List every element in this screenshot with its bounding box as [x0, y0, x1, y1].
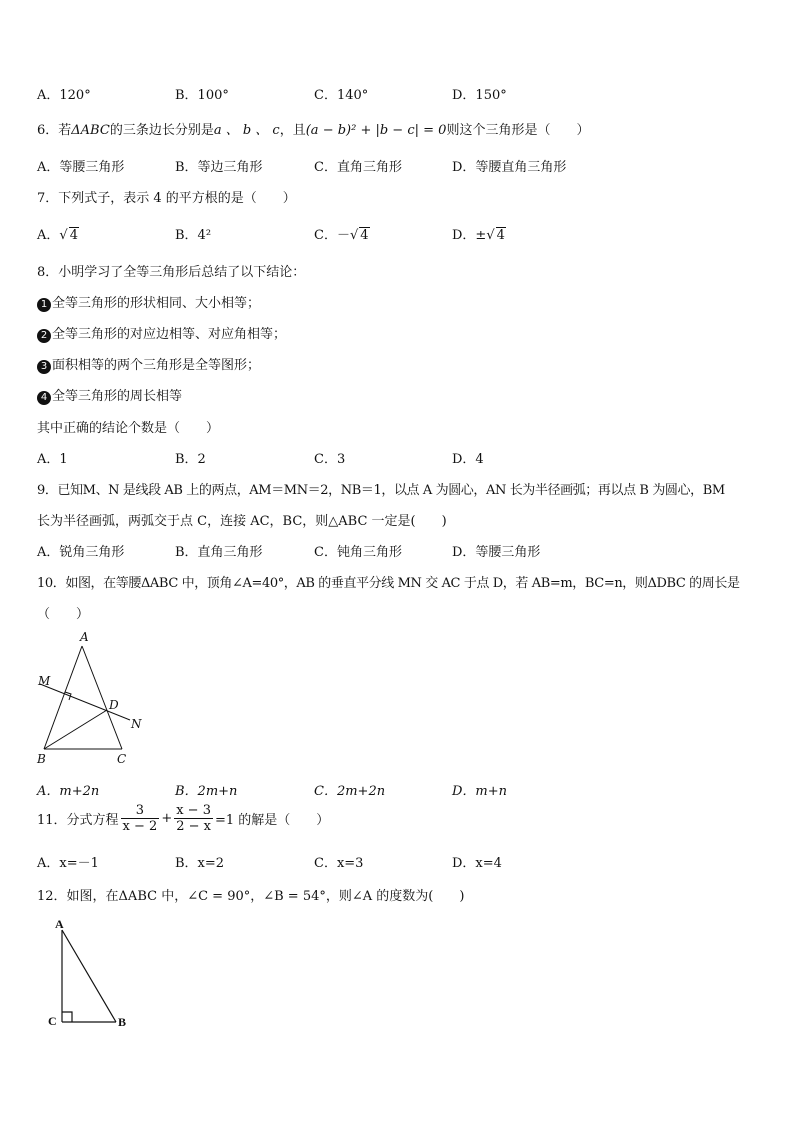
q11-options: [37, 852, 757, 870]
q10-label-n: N: [131, 717, 142, 731]
q8-item-2-number: 2: [37, 329, 51, 343]
q11-plus: +: [161, 811, 173, 826]
q11-fraction-2-denominator: 2 − x: [176, 819, 211, 834]
q8-item-4-number: 4: [37, 391, 51, 405]
q10-option-c: C．2m+2n: [314, 784, 386, 799]
q9-option-c: C．钝角三角形: [314, 545, 402, 560]
q8-option-a: A．1: [37, 452, 68, 467]
q9-option-a: A．锐角三角形: [37, 545, 125, 560]
q7-option-c-radicand: 4: [360, 228, 369, 243]
q8-item-1-text: 全等三角形的形状相同、大小相等；: [52, 296, 261, 311]
q8-item-1: [37, 292, 260, 312]
q6-stem: [37, 119, 589, 138]
q10-segment-bd: [44, 710, 107, 749]
q8-stem: 8．小明学习了全等三角形后总结了以下结论：: [37, 265, 306, 280]
q11-option-d: D．x=4: [452, 856, 502, 871]
q8-option-c: C．3: [314, 452, 346, 467]
q10-label-c: C: [117, 752, 127, 766]
q8-item-2-text: 全等三角形的对应边相等、对应角相等；: [52, 327, 287, 342]
q5-option-c: C．140°: [314, 88, 369, 103]
q6-vars: a 、 b 、 c: [213, 123, 280, 138]
q8-item-1-number: 1: [37, 298, 51, 312]
q12-right-angle-mark: [62, 1012, 72, 1022]
q9-option-b: B．直角三角形: [175, 545, 263, 560]
q12-label-a: A: [55, 917, 64, 931]
q8-item-2: [37, 323, 286, 343]
q11-prefix: 11．分式方程: [37, 813, 119, 828]
q5-options: [37, 84, 757, 102]
q10-label-b: B: [37, 752, 46, 766]
q9-options: [37, 541, 757, 559]
q7-stem: 7．下列式子，表示 4 的平方根的是（ ）: [37, 191, 296, 206]
q5-option-b: B．100°: [175, 88, 229, 103]
q6-option-d: D．等腰直角三角形: [452, 160, 567, 175]
q8-option-b: B．2: [175, 452, 206, 467]
q12-triangle-figure: [40, 912, 140, 1037]
q8-item-3-number: 3: [37, 360, 51, 374]
q10-option-a: A．m+2n: [37, 784, 100, 799]
q11-option-a: A．x=－1: [37, 856, 99, 871]
q9-option-d: D．等腰三角形: [452, 545, 541, 560]
q5-option-d: D．150°: [452, 88, 507, 103]
q10-right-angle-mark: [65, 692, 71, 700]
q6-suffix: 则这个三角形是（ ）: [446, 123, 590, 138]
q6-mid: 的三条边长分别是: [109, 123, 214, 138]
q6-cond: ，且: [279, 123, 306, 138]
q8-item-4-text: 全等三角形的周长相等: [52, 389, 183, 404]
q7-options: [37, 224, 757, 242]
q10-stem-line2: （ ）: [37, 607, 90, 622]
q7-option-d-radicand: 4: [496, 228, 505, 243]
q7-option-b: B．4²: [175, 228, 212, 243]
q7-option-a-radicand: 4: [69, 228, 78, 243]
q11-fraction-2-numerator: x − 3: [176, 803, 211, 818]
q10-stem-line1: 10．如图，在等腰ΔABC 中，顶角∠A=40°，AB 的垂直平分线 MN 交 AC 于点 D，若 AB=m，BC=n，则ΔDBC 的周长是: [37, 576, 740, 591]
q11-option-b: B．x=2: [175, 856, 225, 871]
q9-stem-line1: 9．已知M、N 是线段 AB 上的两点，AM＝MN＝2，NB＝1，以点 A 为圆心，AN 长为半径画弧；再以点 B 为圆心，BM: [37, 483, 725, 498]
q8-item-3-text: 面积相等的两个三角形是全等图形；: [52, 358, 261, 373]
q11-option-c: C．x=3: [314, 856, 364, 871]
q8-option-d: D．4: [452, 452, 484, 467]
q10-option-b: B．2m+n: [175, 784, 238, 799]
q9-stem-line2: 长为半径画弧，两弧交于点 C，连接 AC，BC，则△ABC 一定是( ): [37, 514, 447, 529]
q10-option-d: D．m+n: [452, 784, 508, 799]
q8-options: [37, 448, 757, 466]
q11-fraction-2: [174, 803, 213, 834]
q6-prefix: 6．若: [37, 123, 72, 138]
q12-stem: 12．如图，在ΔABC 中，∠C = 90°，∠B = 54°，则∠A 的度数为( ): [37, 889, 465, 904]
q6-formula: (a − b)² + |b − c| = 0: [305, 123, 447, 138]
q7-option-c: C．－√ 4: [314, 228, 369, 243]
q12-label-b: B: [118, 1015, 127, 1029]
q5-option-a: A．120°: [37, 88, 91, 103]
q8-item-3: [37, 354, 260, 374]
q7-option-a: A．√ 4: [37, 228, 78, 243]
q10-label-a: A: [80, 630, 89, 644]
q8-item-4: [37, 385, 182, 405]
q7-option-d: D．±√ 4: [452, 228, 505, 243]
q11-suffix: =1 的解是（ ）: [214, 813, 330, 828]
q10-side-ab: [44, 646, 82, 749]
q6-option-a: A．等腰三角形: [37, 160, 125, 175]
q6-triangle: ΔABC: [71, 123, 110, 138]
q11-stem: [37, 803, 329, 834]
q6-option-c: C．直角三角形: [314, 160, 402, 175]
q11-fraction-1-denominator: x − 2: [122, 819, 158, 834]
q6-option-b: B．等边三角形: [175, 160, 263, 175]
q7-option-a-label: A．: [37, 228, 60, 243]
q10-label-d: D: [109, 698, 119, 712]
q6-options: [37, 156, 757, 174]
q11-fraction-1: [121, 803, 160, 834]
q12-label-c: C: [48, 1014, 57, 1028]
q8-question: 其中正确的结论个数是（ ）: [37, 421, 220, 436]
q10-triangle-figure: [30, 628, 160, 768]
q10-options: [37, 780, 757, 798]
q7-option-c-label: C．－: [314, 228, 350, 243]
q10-label-m: M: [38, 674, 51, 688]
q11-fraction-1-numerator: 3: [121, 803, 160, 819]
q12-side-ab: [62, 930, 116, 1022]
q7-option-d-label: D．±: [452, 228, 487, 243]
